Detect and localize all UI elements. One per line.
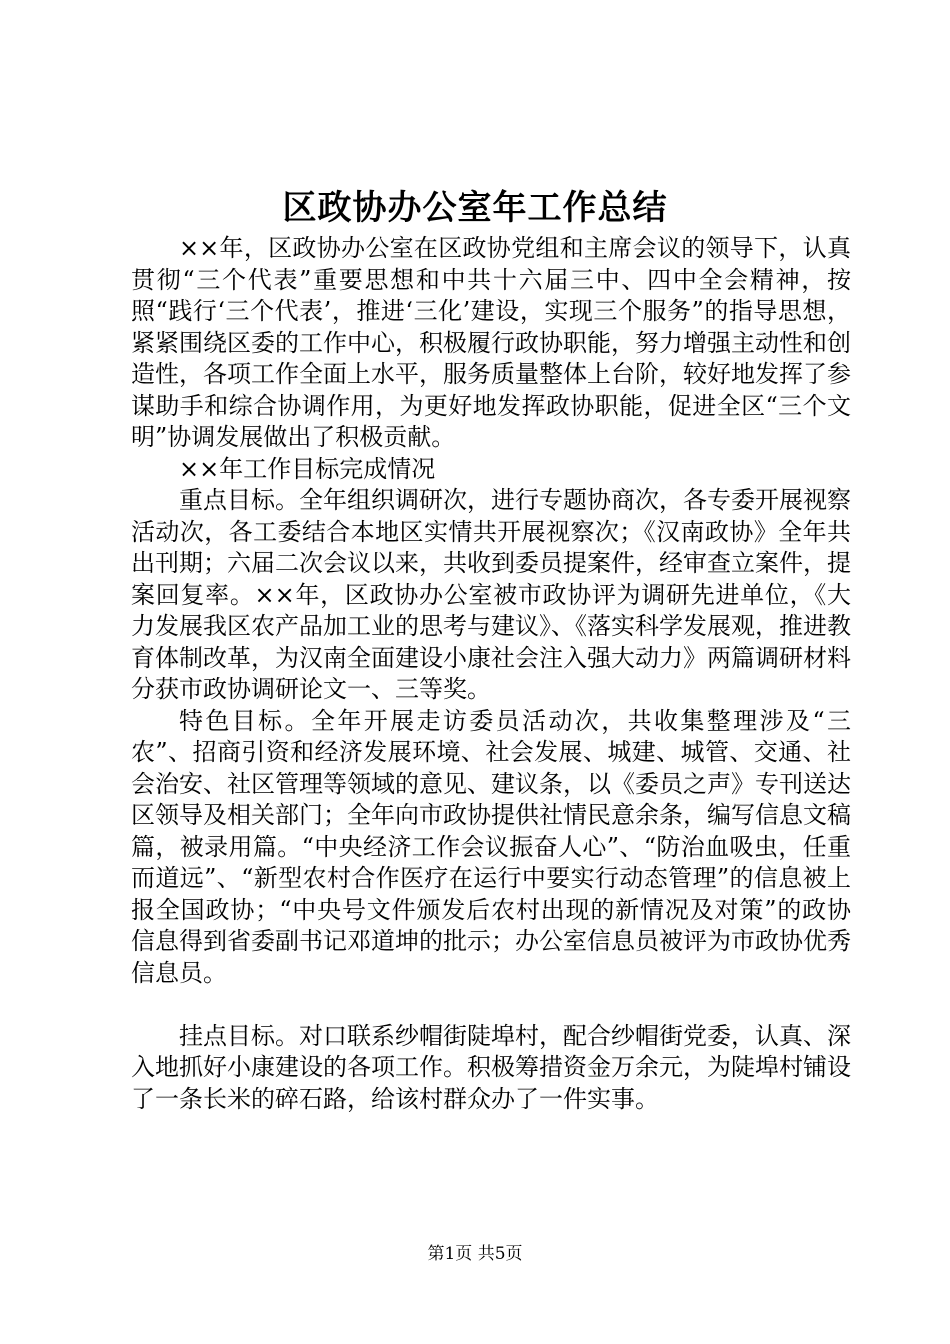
paragraph-intro: ××年，区政协办公室在区政协党组和主席会议的领导下，认真贯彻“三个代表”重要思想和中共十六届三中、四中全会精神，按照“践行‘三个代表’，推进‘三化’建设，实现三个服务”的指导思想，紧紧围绕区委的工作中心，积极履行政协职能，努力增强主动性和创造性，各项工作全面上水平，服务质量整体上台阶，较好地发挥了参谋助手和综合协调作用，为更好地发挥政协职能，促进全区“三个文明”协调发展做出了积极贡献。 — [131, 234, 851, 451]
paragraph-linked-goals: 挂点目标。对口联系纱帽街陡埠村，配合纱帽街党委，认真、深入地抓好小康建设的各项工作。积极筹措资金万余元，为陡埠村铺设了一条长米的碎石路，给该村群众办了一件实事。 — [131, 1021, 851, 1113]
document-body — [131, 233, 851, 1115]
paragraph-key-goals: 重点目标。全年组织调研次，进行专题协商次，各专委开展视察活动次，各工委结合本地区实情共开展视察次；《汉南政协》全年共出刊期；六届二次会议以来，共收到委员提案件，经审查立案件，提案回复率。××年，区政协办公室被市政协评为调研先进单位，《大力发展我区农产品加工业的思考与建议》、《落实科学发展观，推进教育体制改革，为汉南全面建设小康社会注入强大动力》两篇调研材料分获市政协调研论文一、三等奖。 — [131, 486, 851, 703]
paragraph-special-goals: 特色目标。全年开展走访委员活动次，共收集整理涉及“三农”、招商引资和经济发展环境、社会发展、城建、城管、交通、社会治安、社区管理等领域的意见、建议条，以《委员之声》专刊送达区领导及相关部门；全年向市政协提供社情民意余条，编写信息文稿篇，被录用篇。“中央经济工作会议振奋人心”、“防治血吸虫，任重而道远”、“新型农村合作医疗在运行中要实行动态管理”的信息被上报全国政协；“中央号文件颁发后农村出现的新情况及对策”的政协信息得到省委副书记邓道坤的批示；办公室信息员被评为市政协优秀信息员。 — [131, 706, 851, 987]
document-title: 区政协办公室年工作总结 — [282, 188, 668, 228]
page-footer: 第1页 共5页 — [427, 1244, 523, 1264]
section-heading: ××年工作目标完成情况 — [179, 454, 436, 483]
